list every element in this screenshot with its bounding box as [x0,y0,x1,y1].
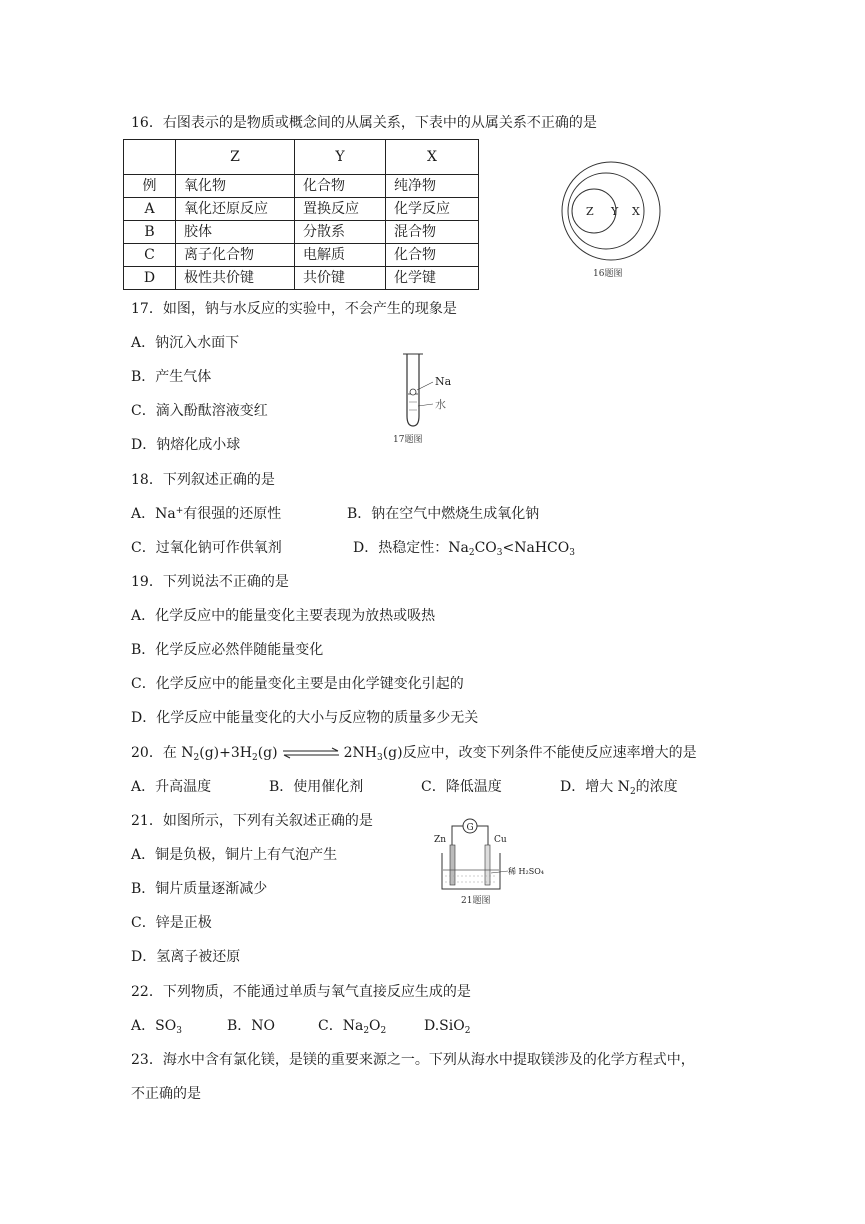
table-cell: 离子化合物 [176,244,295,267]
q20-option-b: B．使用催化剂 [269,779,364,795]
q23-stem-line1: 23．海水中含有氯化镁，是镁的重要来源之一。下列从海水中提取镁涉及的化学方程式中， [131,1052,695,1068]
table-cell: 纯净物 [386,175,479,198]
q18-option-c: C．过氧化钠可作供氧剂 [131,540,282,556]
label-zn: Zn [434,835,447,845]
figure-caption: 17题图 [393,435,423,445]
table-cell: 置换反应 [295,198,386,221]
leader-line [418,404,433,406]
q16-figure [556,152,666,282]
figure-caption: 21题图 [461,896,491,906]
q22-option-c: C．$Na_2O_2$ [318,1018,387,1036]
q20-option-d: D．增大 $N_2$的浓度 [560,779,678,797]
table-header-cell [124,140,176,175]
q20-stem: 20．在 $N_2(g)+3H_2(g)$ $2NH_3(g)$反应中，改变下列条件不能使反应速率增大的是 [131,745,697,763]
table-header-x: X [386,140,479,175]
table-cell: C [124,244,176,267]
q22-option-a: A．$SO_3$ [131,1018,182,1036]
table-cell: 胶体 [176,221,295,244]
q18-option-b: B．钠在空气中燃烧生成氧化钠 [347,506,540,522]
q16-stem: 16．右图表示的是物质或概念间的从属关系，下表中的从属关系不正确的是 [131,115,597,131]
sodium-ball [410,389,416,395]
q20-option-a: A．升高温度 [131,779,212,795]
q21-option-d: D．氢离子被还原 [131,949,241,965]
q21-option-b: B．铜片质量逐渐减少 [131,881,268,897]
figure-caption: 16题图 [593,269,623,279]
q19-option-b: B．化学反应必然伴随能量变化 [131,642,324,658]
q19-stem: 19．下列说法不正确的是 [131,574,289,590]
zinc-plate [450,845,455,885]
q17-stem: 17．如图，钠与水反应的实验中，不会产生的现象是 [131,301,457,317]
table-row [124,267,479,290]
table-header-row [124,140,479,175]
table-header-y: Y [295,140,386,175]
q22-stem: 22．下列物质，不能通过单质与氧气直接反应生成的是 [131,984,471,1000]
table-cell: 极性共价键 [176,267,295,290]
q22-option-b: B．NO [227,1018,276,1034]
label-cu: Cu [494,835,507,845]
q20-option-c: C．降低温度 [421,779,502,795]
q17-option-a: A．钠沉入水面下 [131,335,240,351]
q19-option-d: D．化学反应中能量变化的大小与反应物的质量多少无关 [131,710,479,726]
table-cell: 例 [124,175,176,198]
q21-stem: 21．如图所示，下列有关叙述正确的是 [131,813,373,829]
table-cell: 化合物 [295,175,386,198]
q21-figure [428,815,546,910]
q23-stem-line2: 不正确的是 [131,1086,201,1102]
label-x: X [632,205,640,218]
table-row [124,244,479,267]
q21-option-a: A．铜是负极，铜片上有气泡产生 [131,847,338,863]
table-cell: 分散系 [295,221,386,244]
table-cell: D [124,267,176,290]
q19-option-c: C．化学反应中的能量变化主要是由化学键变化引起的 [131,676,464,692]
q19-option-a: A．化学反应中的能量变化主要表现为放热或吸热 [131,608,436,624]
table-cell: 化学反应 [386,198,479,221]
q17-option-c: C．滴入酚酞溶液变红 [131,403,268,419]
table-cell: 氧化还原反应 [176,198,295,221]
q18-stem: 18．下列叙述正确的是 [131,472,275,488]
label-y: Y [611,205,619,218]
q17-figure [393,350,468,448]
circle-z [572,189,616,233]
q18-option-d: D．热稳定性：$Na_2CO_3<NaHCO_3$ [353,540,575,558]
table-cell: 混合物 [386,221,479,244]
label-water: 水 [435,398,446,411]
table-row [124,175,479,198]
q22-option-d: D.SiO$_2$ [424,1018,471,1036]
q21-option-c: C．锌是正极 [131,915,212,931]
copper-plate [485,845,490,885]
table-cell: A [124,198,176,221]
galvanometer-label: G [466,823,474,833]
q17-option-d: D．钠熔化成小球 [131,437,241,453]
table-cell: 化合物 [386,244,479,267]
label-z: Z [586,205,594,218]
equilibrium-arrow-icon [282,747,340,759]
table-cell: B [124,221,176,244]
table-cell: 化学键 [386,267,479,290]
table-cell: 电解质 [295,244,386,267]
label-solution: 稀 H₂SO₄ [508,867,544,876]
table-header-z: Z [176,140,295,175]
q16-table [123,139,479,290]
table-row [124,221,479,244]
table-cell: 氧化物 [176,175,295,198]
table-row [124,198,479,221]
table-cell: 共价键 [295,267,386,290]
label-na: Na [435,375,452,388]
q17-option-b: B．产生气体 [131,369,212,385]
q18-option-a: A．Na+有很强的还原性 [131,506,282,522]
